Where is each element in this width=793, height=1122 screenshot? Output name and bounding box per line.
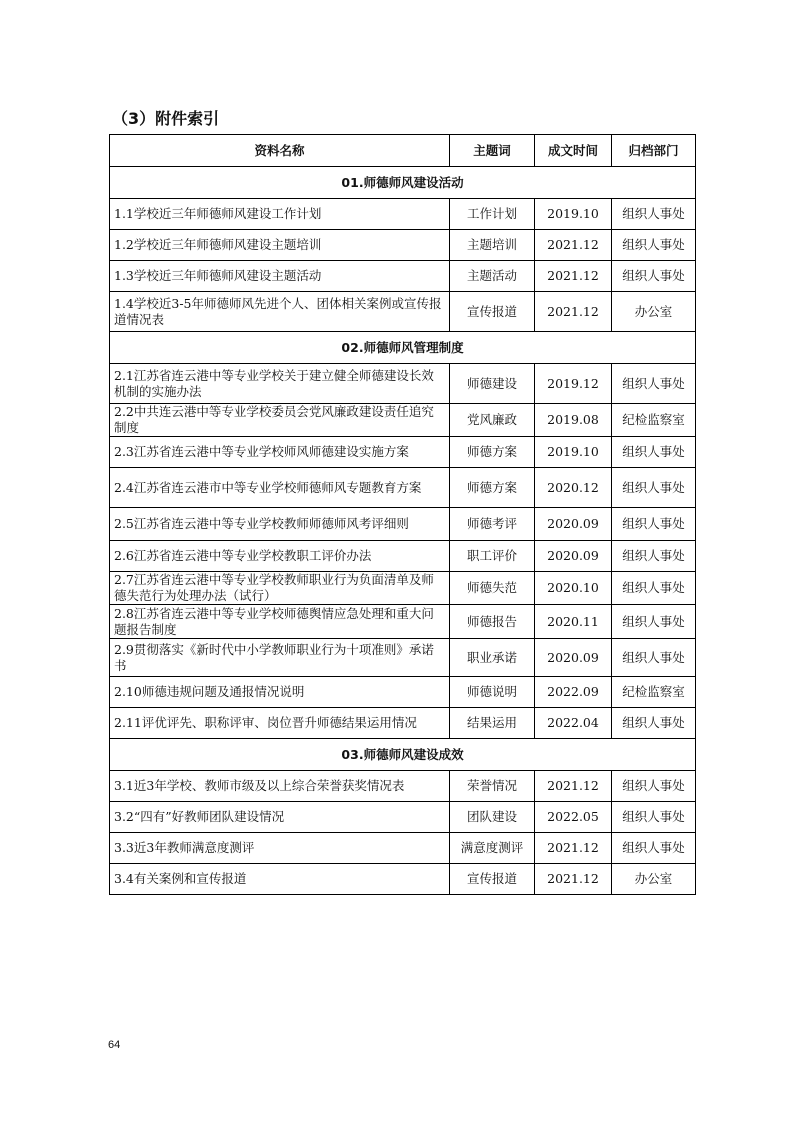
header-name: 资料名称 <box>110 135 450 167</box>
table-row <box>110 468 696 508</box>
name-cell: 1.2学校近三年师德师风建设主题培训 <box>110 230 450 261</box>
section-title: 03.师德师风建设成效 <box>110 739 696 771</box>
dept-cell: 组织人事处 <box>612 771 696 802</box>
dept-cell: 组织人事处 <box>612 437 696 468</box>
date-cell: 2020.10 <box>535 572 612 605</box>
dept-cell: 办公室 <box>612 292 696 332</box>
dept-cell: 组织人事处 <box>612 230 696 261</box>
table-row <box>110 708 696 739</box>
date-cell: 2021.12 <box>535 771 612 802</box>
date-cell: 2021.12 <box>535 261 612 292</box>
section-row <box>110 167 696 199</box>
name-cell: 2.7江苏省连云港中等专业学校教师职业行为负面清单及师德失范行为处理办法（试行） <box>110 572 450 605</box>
keyword-cell: 荣誉情况 <box>450 771 535 802</box>
section-title: 02.师德师风管理制度 <box>110 332 696 364</box>
dept-cell: 组织人事处 <box>612 833 696 864</box>
dept-cell: 组织人事处 <box>612 572 696 605</box>
dept-cell: 组织人事处 <box>612 261 696 292</box>
keyword-cell: 师德建设 <box>450 364 535 404</box>
dept-cell: 组织人事处 <box>612 468 696 508</box>
date-cell: 2021.12 <box>535 833 612 864</box>
table-row <box>110 508 696 541</box>
dept-cell: 办公室 <box>612 864 696 895</box>
name-cell: 2.2中共连云港中等专业学校委员会党风廉政建设责任追究制度 <box>110 404 450 437</box>
date-cell: 2022.05 <box>535 802 612 833</box>
keyword-cell: 师德考评 <box>450 508 535 541</box>
keyword-cell: 师德说明 <box>450 677 535 708</box>
section-heading: （3）附件索引 <box>112 109 220 128</box>
date-cell: 2020.12 <box>535 468 612 508</box>
name-cell: 3.1近3年学校、教师市级及以上综合荣誉获奖情况表 <box>110 771 450 802</box>
keyword-cell: 师德失范 <box>450 572 535 605</box>
section-title: 01.师德师风建设活动 <box>110 167 696 199</box>
attachment-index-table <box>109 134 696 895</box>
name-cell: 3.4有关案例和宣传报道 <box>110 864 450 895</box>
table-row <box>110 864 696 895</box>
name-cell: 3.3近3年教师满意度测评 <box>110 833 450 864</box>
name-cell: 2.1江苏省连云港中等专业学校关于建立健全师德建设长效机制的实施办法 <box>110 364 450 404</box>
table-row <box>110 404 696 437</box>
page-number: 64 <box>108 1039 121 1051</box>
name-cell: 2.5江苏省连云港中等专业学校教师师德师风考评细则 <box>110 508 450 541</box>
date-cell: 2021.12 <box>535 230 612 261</box>
keyword-cell: 宣传报道 <box>450 864 535 895</box>
keyword-cell: 职工评价 <box>450 541 535 572</box>
keyword-cell: 主题活动 <box>450 261 535 292</box>
table-row <box>110 833 696 864</box>
dept-cell: 组织人事处 <box>612 708 696 739</box>
header-dept: 归档部门 <box>612 135 696 167</box>
name-cell: 2.10师德违规问题及通报情况说明 <box>110 677 450 708</box>
date-cell: 2019.10 <box>535 199 612 230</box>
name-cell: 2.11评优评先、职称评审、岗位晋升师德结果运用情况 <box>110 708 450 739</box>
date-cell: 2020.11 <box>535 605 612 639</box>
table-row <box>110 437 696 468</box>
dept-cell: 组织人事处 <box>612 802 696 833</box>
table-row <box>110 802 696 833</box>
table-row <box>110 572 696 605</box>
keyword-cell: 团队建设 <box>450 802 535 833</box>
table-row <box>110 261 696 292</box>
table-body <box>110 167 696 895</box>
dept-cell: 组织人事处 <box>612 541 696 572</box>
dept-cell: 纪检监察室 <box>612 404 696 437</box>
keyword-cell: 师德方案 <box>450 468 535 508</box>
table-row <box>110 199 696 230</box>
name-cell: 2.6江苏省连云港中等专业学校教职工评价办法 <box>110 541 450 572</box>
table-row <box>110 677 696 708</box>
dept-cell: 组织人事处 <box>612 199 696 230</box>
date-cell: 2020.09 <box>535 541 612 572</box>
date-cell: 2019.08 <box>535 404 612 437</box>
section-row <box>110 739 696 771</box>
table-row <box>110 605 696 639</box>
table-row <box>110 639 696 677</box>
name-cell: 1.4学校近3-5年师德师风先进个人、团体相关案例或宣传报道情况表 <box>110 292 450 332</box>
date-cell: 2021.12 <box>535 864 612 895</box>
dept-cell: 组织人事处 <box>612 364 696 404</box>
table-row <box>110 541 696 572</box>
keyword-cell: 主题培训 <box>450 230 535 261</box>
date-cell: 2020.09 <box>535 639 612 677</box>
table-header-row <box>110 135 696 167</box>
keyword-cell: 宣传报道 <box>450 292 535 332</box>
name-cell: 2.8江苏省连云港中等专业学校师德舆情应急处理和重大问题报告制度 <box>110 605 450 639</box>
name-cell: 2.4江苏省连云港市中等专业学校师德师风专题教育方案 <box>110 468 450 508</box>
table-row <box>110 292 696 332</box>
dept-cell: 纪检监察室 <box>612 677 696 708</box>
dept-cell: 组织人事处 <box>612 508 696 541</box>
keyword-cell: 党风廉政 <box>450 404 535 437</box>
dept-cell: 组织人事处 <box>612 639 696 677</box>
table-row <box>110 771 696 802</box>
header-keyword: 主题词 <box>450 135 535 167</box>
name-cell: 2.3江苏省连云港中等专业学校师风师德建设实施方案 <box>110 437 450 468</box>
date-cell: 2019.10 <box>535 437 612 468</box>
header-date: 成文时间 <box>535 135 612 167</box>
section-row <box>110 332 696 364</box>
date-cell: 2022.09 <box>535 677 612 708</box>
name-cell: 2.9贯彻落实《新时代中小学教师职业行为十项准则》承诺书 <box>110 639 450 677</box>
date-cell: 2019.12 <box>535 364 612 404</box>
keyword-cell: 工作计划 <box>450 199 535 230</box>
table-row <box>110 364 696 404</box>
keyword-cell: 师德报告 <box>450 605 535 639</box>
date-cell: 2022.04 <box>535 708 612 739</box>
dept-cell: 组织人事处 <box>612 605 696 639</box>
name-cell: 1.1学校近三年师德师风建设工作计划 <box>110 199 450 230</box>
keyword-cell: 满意度测评 <box>450 833 535 864</box>
table-row <box>110 230 696 261</box>
keyword-cell: 结果运用 <box>450 708 535 739</box>
date-cell: 2021.12 <box>535 292 612 332</box>
keyword-cell: 职业承诺 <box>450 639 535 677</box>
keyword-cell: 师德方案 <box>450 437 535 468</box>
name-cell: 1.3学校近三年师德师风建设主题活动 <box>110 261 450 292</box>
date-cell: 2020.09 <box>535 508 612 541</box>
name-cell: 3.2“四有”好教师团队建设情况 <box>110 802 450 833</box>
